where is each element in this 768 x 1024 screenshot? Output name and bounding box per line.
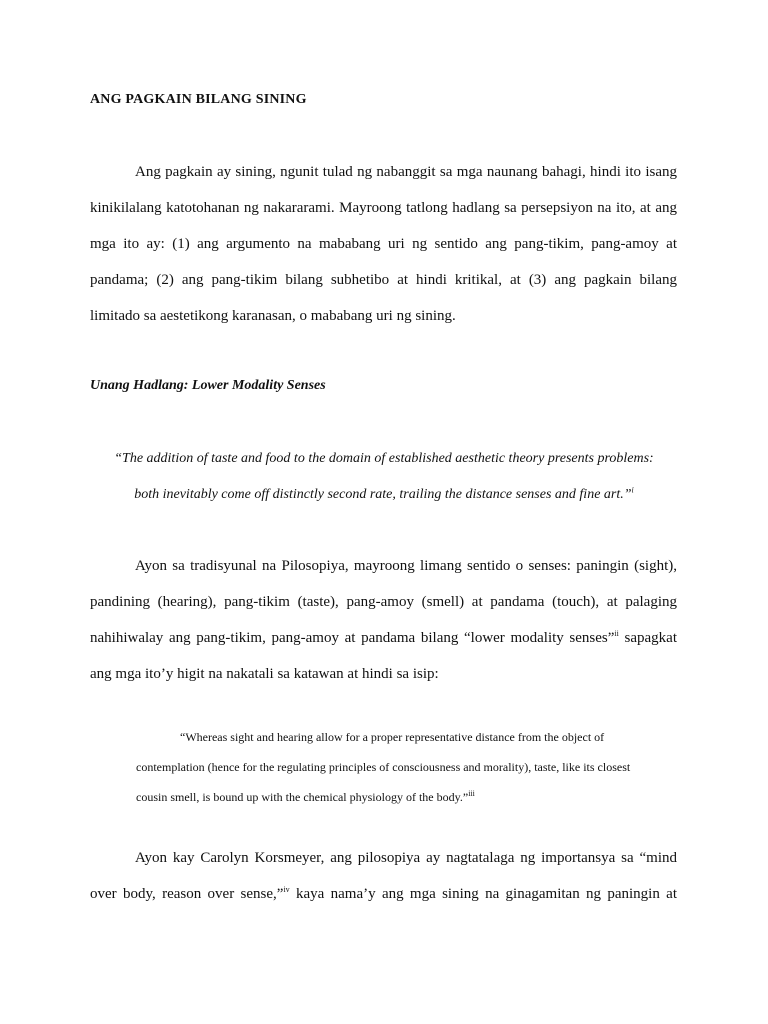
epigraph-line: “The addition of taste and food to the domain of established aesthetic theory presents problems:: [114, 451, 654, 466]
quote-line: contemplation (hence for the regulating principles of consciousness and morality), taste, like its closest: [136, 760, 631, 774]
epigraph-quote: [80, 440, 688, 478]
paragraph-text: over body, reason over sense,”: [90, 886, 284, 902]
section-heading: Unang Hadlang: Lower Modality Senses: [90, 378, 326, 393]
epigraph-line: both inevitably come off distinctly second rate, trailing the distance senses and fine art.”: [134, 487, 632, 502]
paragraph-line: Ang pagkain ay sining, ngunit tulad ng nabanggit sa mga naunang bahagi, hindi ito isang: [135, 164, 677, 180]
paragraph-line: mga ito ay: (1) ang argumento na mababang uri ng sentido ang pang-tikim, pang-amoy at: [90, 236, 677, 252]
paragraph-line: limitado sa aestetikong karanasan, o mababang uri ng sining.: [90, 308, 456, 324]
paragraph-line: kinikilalang katotohanan ng nakararami. Mayroong tatlong hadlang sa persepsiyon na ito, at ang: [90, 200, 677, 216]
paragraph-text: sapagkat: [618, 630, 677, 646]
paragraph-line: ang mga ito’y higit na nakatali sa katawan at hindi sa isip:: [90, 666, 439, 682]
paragraph-text: nahihiwalay ang pang-tikim, pang-amoy at pandama bilang “lower modality senses”: [90, 630, 615, 646]
paragraph-two: [90, 548, 677, 692]
paragraph-line: [90, 876, 677, 912]
footnote-marker: iii: [468, 789, 475, 798]
quote-line: “Whereas sight and hearing allow for a proper representative distance from the object of: [180, 730, 605, 744]
footnote-marker: i: [631, 485, 634, 495]
paragraph-line: pandama; (2) ang pang-tikim bilang subhetibo at hindi kritikal, at (3) ang pagkain bilang: [90, 272, 677, 288]
paragraph-line: Ayon sa tradisyunal na Pilosopiya, mayroong limang sentido o senses: paningin (sight),: [135, 558, 677, 574]
footnote-marker: ii: [614, 629, 619, 638]
paragraph-line: [90, 620, 677, 656]
document-title: ANG PAGKAIN BILANG SINING: [90, 92, 307, 107]
paragraph-text: kaya nama’y ang mga sining na ginagamitan ng paningin at: [289, 886, 677, 902]
block-quote: [136, 722, 676, 812]
footnote-marker: iv: [283, 885, 290, 894]
quote-line: [136, 782, 676, 812]
paragraph-three: [90, 840, 677, 912]
paragraph-line: Ayon kay Carolyn Korsmeyer, ang pilosopiya ay nagtatalaga ng importansya sa “mind: [135, 850, 677, 866]
intro-paragraph: [90, 154, 677, 334]
epigraph-quote-second: [80, 476, 688, 514]
paragraph-line: pandining (hearing), pang-tikim (taste), pang-amoy (smell) at pandama (touch), at palaging: [90, 594, 677, 610]
quote-text: cousin smell, is bound up with the chemical physiology of the body.”: [136, 790, 469, 804]
